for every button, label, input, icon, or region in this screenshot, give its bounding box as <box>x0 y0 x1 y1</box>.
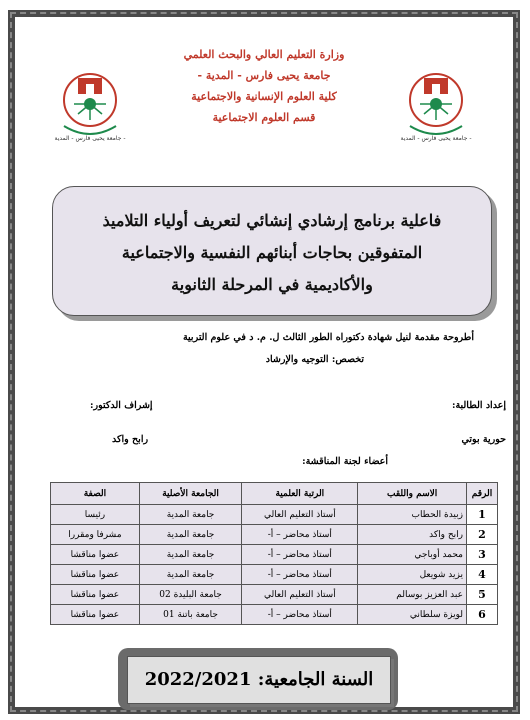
header <box>14 24 514 164</box>
thesis-title-line-2: المتفوقين بحاجات أبنائهم النفسية والاجتماعية <box>121 243 423 262</box>
thesis-title-line-3: والأكاديمية في المرحلة الثانوية <box>171 275 373 294</box>
member-role: عضوا مناقشا <box>51 585 140 605</box>
academic-year: السنة الجامعية: 2022/2021 <box>127 656 391 704</box>
member-university: جامعة المدية <box>139 545 241 565</box>
table-row <box>51 605 498 625</box>
header-name: الاسم واللقب <box>358 483 467 505</box>
row-number: 5 <box>467 585 498 605</box>
table-row <box>51 505 498 525</box>
table-row <box>51 545 498 565</box>
member-rank: أستاذ محاضر – أ- <box>242 565 358 585</box>
thesis-specialty: تخصص: التوجيه والإرشاد <box>265 354 364 365</box>
member-name: لويزة سلطاني <box>358 605 467 625</box>
ministry-name: وزارة التعليم العالي والبحث العلمي <box>183 48 345 61</box>
member-university: جامعة المدية <box>139 505 241 525</box>
thesis-title-box <box>52 186 492 316</box>
member-name: عبد العزيز بوسالم <box>358 585 467 605</box>
prepared-by-label: إعداد الطالبة: <box>451 400 506 411</box>
university-name: جامعة يحيى فارس - المدية - <box>197 69 331 82</box>
student-name: حورية بوتي <box>461 434 506 445</box>
member-university: جامعة المدية <box>139 525 241 545</box>
table-row <box>51 565 498 585</box>
row-number: 3 <box>467 545 498 565</box>
member-role: عضوا مناقشا <box>51 545 140 565</box>
header-university: الجامعة الأصلية <box>139 483 241 505</box>
member-name: زبيدة الحطاب <box>358 505 467 525</box>
member-rank: أستاذ محاضر – أ- <box>242 525 358 545</box>
member-role: مشرفا ومقررا <box>51 525 140 545</box>
member-name: رابح واكد <box>358 525 467 545</box>
faculty-name: كلية العلوم الإنسانية والاجتماعية <box>191 90 337 103</box>
member-rank: أستاذ التعليم العالي <box>242 505 358 525</box>
member-university: جامعة باتنة 01 <box>139 605 241 625</box>
member-rank: أستاذ محاضر – أ- <box>242 605 358 625</box>
institution-block <box>164 44 364 128</box>
member-name: يزيد شويعل <box>358 565 467 585</box>
member-name: محمد أوباجي <box>358 545 467 565</box>
table-row <box>51 585 498 605</box>
member-university: جامعة المدية <box>139 565 241 585</box>
logo-caption-left: جامعة يحيى فارس - المدية - <box>54 135 126 142</box>
table-header-row <box>51 483 498 505</box>
supervisor-label: إشراف الدكتور: <box>90 400 153 411</box>
table-row <box>51 525 498 545</box>
member-role: رئيسا <box>51 505 140 525</box>
logo-caption-right: جامعة يحيى فارس - المدية - <box>400 135 472 142</box>
cover-page <box>14 16 514 710</box>
university-logo-right <box>396 64 476 144</box>
committee-title: أعضاء لجنة المناقشة: <box>302 456 388 467</box>
member-university: جامعة البليدة 02 <box>139 585 241 605</box>
supervisor-name: رابح واكد <box>112 434 149 445</box>
member-rank: أستاذ محاضر – أ- <box>242 545 358 565</box>
row-number: 1 <box>467 505 498 525</box>
thesis-title-line-1: فاعلية برنامج إرشادي إنشائي لتعريف أولياء التلاميذ <box>102 211 442 230</box>
header-rank: الرتبة العلمية <box>242 483 358 505</box>
row-number: 6 <box>467 605 498 625</box>
department-name: قسم العلوم الاجتماعية <box>212 111 316 124</box>
member-rank: أستاذ التعليم العالي <box>242 585 358 605</box>
university-logo-left <box>50 64 130 144</box>
row-number: 2 <box>467 525 498 545</box>
member-role: عضوا مناقشا <box>51 605 140 625</box>
member-role: عضوا مناقشا <box>51 565 140 585</box>
header-role: الصفة <box>51 483 140 505</box>
committee-table <box>50 482 498 625</box>
thesis-purpose: أطروحة مقدمة لنيل شهادة دكتوراه الطور الثالث ل. م. د في علوم التربية <box>182 332 474 343</box>
header-number: الرقم <box>467 483 498 505</box>
row-number: 4 <box>467 565 498 585</box>
